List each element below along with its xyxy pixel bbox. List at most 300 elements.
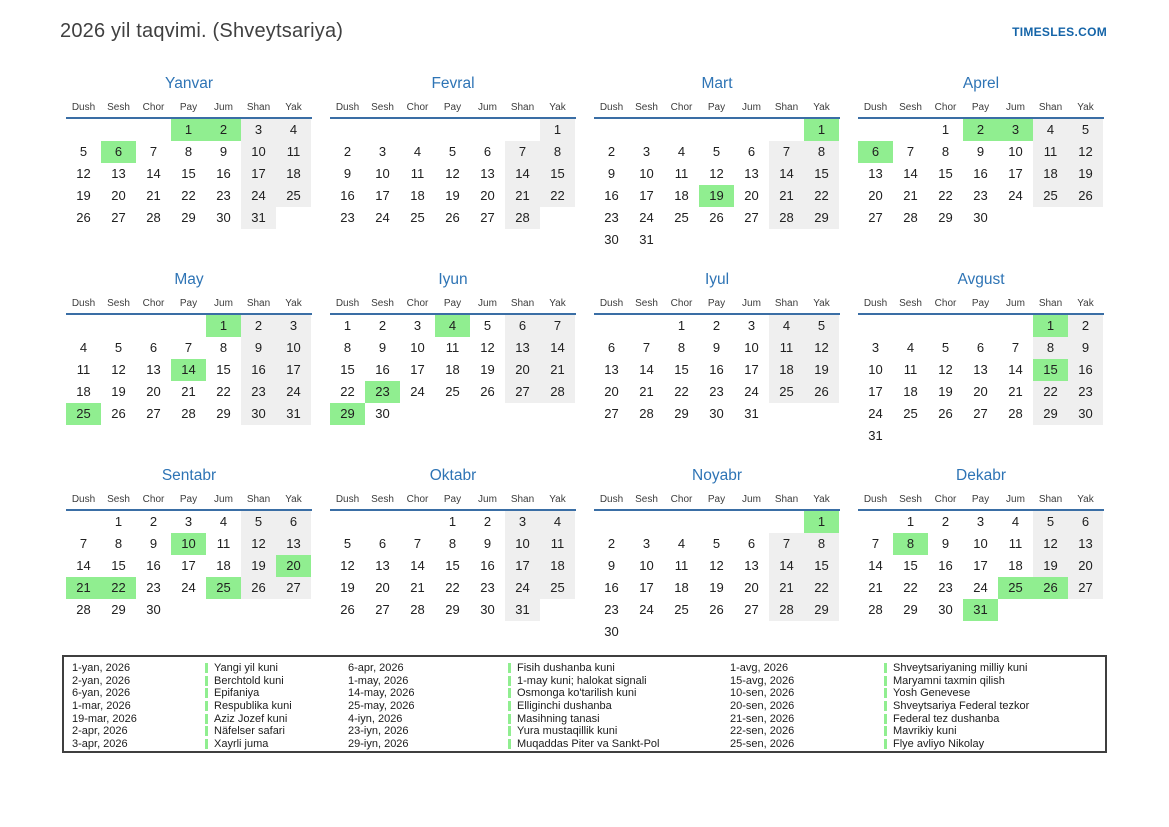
day-cell: 26: [241, 577, 276, 599]
day-cell: 17: [410, 362, 425, 377]
day-cell: 21: [903, 188, 918, 203]
week-row: [858, 119, 1104, 141]
day-cell: 12: [1068, 141, 1103, 163]
day-cell: 24: [744, 384, 759, 399]
legend-label: Yosh Genevese: [893, 687, 971, 700]
week-row: [858, 403, 1104, 425]
day-cell: 25: [445, 384, 460, 399]
empty-cell: [928, 315, 963, 337]
weekday-header-row: [330, 492, 576, 508]
empty-cell: [470, 403, 505, 425]
day-cell: 10: [639, 166, 654, 181]
empty-cell: [206, 599, 241, 621]
empty-cell: [629, 511, 664, 533]
day-cell: 22: [938, 188, 953, 203]
weekday-header: Shan: [1038, 102, 1063, 113]
day-cell: 16: [216, 166, 231, 181]
day-cell: 7: [769, 141, 804, 163]
day-cell: 14: [903, 166, 918, 181]
weekday-header: Jum: [478, 494, 497, 505]
legend-date: 1-yan, 2026: [72, 662, 131, 675]
day-cell: 24: [639, 602, 654, 617]
weekday-header: Yak: [285, 494, 302, 505]
day-cell: 21: [505, 185, 540, 207]
holiday-marker-icon: [508, 739, 511, 749]
legend-date: 2-apr, 2026: [72, 725, 128, 738]
week-row: [594, 555, 840, 577]
empty-cell: [1033, 599, 1068, 621]
day-cell: 3: [241, 119, 276, 141]
day-cell: 16: [1068, 359, 1103, 381]
day-cell: 11: [445, 340, 460, 355]
day-cell: 19: [445, 188, 460, 203]
day-cell: 24: [276, 381, 311, 403]
legend-label: Masihning tanasi: [517, 712, 600, 725]
day-cell: 6: [607, 340, 616, 355]
day-cell: 9: [219, 144, 228, 159]
day-cell: 1: [906, 514, 915, 529]
day-cell: 27: [146, 406, 161, 421]
day-cell: 22: [216, 384, 231, 399]
day-cell: 12: [709, 166, 724, 181]
weekday-header: Pay: [443, 102, 462, 113]
day-cell: 7: [906, 144, 915, 159]
day-cell: 18: [216, 558, 231, 573]
empty-cell: [664, 229, 699, 251]
day-cell: 19: [804, 359, 839, 381]
day-cell: 1: [448, 514, 457, 529]
day-cell: 15: [181, 166, 196, 181]
day-cell: 10: [973, 536, 988, 551]
day-cell: 24: [1008, 188, 1023, 203]
empty-cell: [664, 119, 699, 141]
holiday-marker-icon: [205, 739, 208, 749]
weekday-header: Chor: [142, 298, 165, 309]
day-cell: 27: [111, 210, 126, 225]
day-cell: 3: [998, 119, 1033, 141]
day-cell: 23: [480, 580, 495, 595]
day-cell: 2: [712, 318, 721, 333]
legend-item: [348, 675, 730, 688]
day-cell: 24: [639, 210, 654, 225]
empty-cell: [136, 315, 171, 337]
day-cell: 8: [448, 536, 457, 551]
month-title: Fevral: [431, 75, 475, 92]
weekday-header-row: [66, 296, 312, 312]
day-cell: 22: [445, 580, 460, 595]
week-row: [858, 381, 1104, 403]
month-fevral: [330, 73, 576, 269]
empty-cell: [365, 119, 400, 141]
day-cell: 20: [505, 359, 540, 381]
day-cell: 7: [413, 536, 422, 551]
day-cell: 5: [114, 340, 123, 355]
weekday-header: Jum: [478, 102, 497, 113]
legend-date: 20-sen, 2026: [730, 700, 795, 713]
day-cell: 19: [938, 384, 953, 399]
day-cell: 26: [1068, 185, 1103, 207]
day-cell: 9: [607, 558, 616, 573]
day-cell: 25: [276, 185, 311, 207]
week-row: [594, 511, 840, 533]
legend-date: 4-iyn, 2026: [348, 712, 403, 725]
day-cell: 14: [505, 163, 540, 185]
legend-label: Osmonga ko'tarilish kuni: [517, 687, 637, 700]
weekday-header-row: [594, 296, 840, 312]
legend-item: [348, 700, 730, 713]
month-title: Dekabr: [956, 467, 1006, 484]
month-iyul: [594, 269, 840, 465]
week-row: [858, 511, 1104, 533]
month-avgust: [858, 269, 1104, 465]
legend-date: 19-mar, 2026: [72, 712, 137, 725]
day-cell: 3: [276, 315, 311, 337]
week-row: [66, 207, 312, 229]
legend-label: Muqaddas Piter va Sankt-Pol: [517, 737, 660, 750]
week-row: [66, 315, 312, 337]
weekday-header: Pay: [443, 494, 462, 505]
month-yanvar: [66, 73, 312, 269]
day-cell: 11: [410, 166, 425, 181]
day-cell: 13: [868, 166, 883, 181]
day-cell: 13: [276, 533, 311, 555]
weekday-header: Shan: [246, 102, 271, 113]
day-cell: 14: [868, 558, 883, 573]
day-cell: 8: [343, 340, 352, 355]
week-row: [858, 337, 1104, 359]
empty-cell: [858, 511, 893, 533]
empty-cell: [664, 621, 699, 643]
weekday-header-row: [330, 100, 576, 116]
day-cell: 8: [540, 141, 575, 163]
empty-cell: [66, 315, 101, 337]
day-cell: 15: [445, 558, 460, 573]
day-cell: 10: [1008, 144, 1023, 159]
legend-item: [730, 725, 1105, 738]
day-cell: 25: [998, 577, 1033, 599]
month-title: Mart: [701, 75, 733, 92]
day-cell: 3: [871, 340, 880, 355]
day-cell: 20: [276, 555, 311, 577]
day-cell: 20: [604, 384, 619, 399]
week-row: [594, 403, 840, 425]
day-cell: 7: [642, 340, 651, 355]
weekday-header: Jum: [1006, 494, 1025, 505]
day-cell: 21: [66, 577, 101, 599]
legend-label: Shveytsariyaning milliy kuni: [893, 662, 1028, 675]
weekday-header-row: [858, 100, 1104, 116]
day-cell: 11: [540, 533, 575, 555]
empty-cell: [435, 403, 470, 425]
day-cell: 16: [938, 558, 953, 573]
weekday-header: Shan: [246, 494, 271, 505]
day-cell: 24: [181, 580, 196, 595]
weekday-header: Yak: [285, 102, 302, 113]
day-cell: 14: [76, 558, 91, 573]
day-cell: 8: [893, 533, 928, 555]
legend-item: [348, 738, 730, 751]
day-cell: 18: [445, 362, 460, 377]
day-cell: 3: [642, 536, 651, 551]
day-cell: 19: [340, 580, 355, 595]
day-cell: 21: [769, 577, 804, 599]
empty-cell: [664, 511, 699, 533]
day-cell: 25: [410, 210, 425, 225]
week-row: [330, 207, 576, 229]
day-cell: 2: [941, 514, 950, 529]
week-row: [330, 555, 576, 577]
weekday-header: Chor: [406, 298, 429, 309]
week-row: [594, 207, 840, 229]
legend-item: [730, 675, 1105, 688]
empty-cell: [858, 315, 893, 337]
holiday-marker-icon: [205, 688, 208, 698]
day-cell: 9: [712, 340, 721, 355]
weekday-header: Chor: [406, 102, 429, 113]
empty-cell: [699, 511, 734, 533]
day-cell: 5: [79, 144, 88, 159]
week-row: [858, 185, 1104, 207]
empty-cell: [101, 119, 136, 141]
holiday-marker-icon: [884, 701, 887, 711]
day-cell: 6: [483, 144, 492, 159]
weekday-header: Jum: [214, 102, 233, 113]
empty-cell: [769, 621, 804, 643]
day-cell: 13: [1068, 533, 1103, 555]
week-row: [330, 315, 576, 337]
week-row: [66, 381, 312, 403]
day-cell: 17: [505, 555, 540, 577]
day-cell: 7: [769, 533, 804, 555]
weekday-header: Dush: [335, 494, 360, 505]
day-cell: 16: [241, 359, 276, 381]
day-cell: 25: [66, 403, 101, 425]
day-cell: 2: [1068, 315, 1103, 337]
weekday-header: Sesh: [107, 494, 130, 505]
day-cell: 7: [871, 536, 880, 551]
legend-label: Fisih dushanba kuni: [517, 662, 615, 675]
legend-label: Berchtold kuni: [214, 674, 284, 687]
empty-cell: [171, 599, 206, 621]
legend-item: [72, 687, 348, 700]
legend-item: [730, 662, 1105, 675]
day-cell: 28: [903, 210, 918, 225]
weekday-header: Sesh: [107, 298, 130, 309]
empty-cell: [893, 119, 928, 141]
legend-item: [72, 738, 348, 751]
empty-cell: [1068, 425, 1103, 447]
day-cell: 22: [903, 580, 918, 595]
day-cell: 30: [709, 406, 724, 421]
weekday-header: Pay: [443, 298, 462, 309]
day-cell: 22: [1033, 381, 1068, 403]
day-cell: 17: [973, 558, 988, 573]
weekday-header: Shan: [774, 494, 799, 505]
day-cell: 1: [804, 511, 839, 533]
weekday-header: Jum: [742, 102, 761, 113]
holiday-marker-icon: [884, 714, 887, 724]
week-row: [594, 119, 840, 141]
legend-date: 22-sen, 2026: [730, 725, 795, 738]
day-cell: 25: [674, 602, 689, 617]
week-row: [594, 359, 840, 381]
day-cell: 6: [378, 536, 387, 551]
legend-label: Yura mustaqillik kuni: [517, 725, 618, 738]
day-cell: 5: [712, 536, 721, 551]
empty-cell: [171, 315, 206, 337]
day-cell: 22: [674, 384, 689, 399]
day-cell: 27: [744, 602, 759, 617]
legend-label: Federal tez dushanba: [893, 712, 1000, 725]
day-cell: 1: [941, 122, 950, 137]
day-cell: 31: [639, 232, 654, 247]
weekday-header: Chor: [406, 494, 429, 505]
day-cell: 5: [343, 536, 352, 551]
day-cell: 30: [375, 406, 390, 421]
weekday-header: Dush: [71, 298, 96, 309]
day-cell: 4: [677, 536, 686, 551]
day-cell: 3: [184, 514, 193, 529]
weekday-header: Pay: [971, 298, 990, 309]
legend-date: 1-mar, 2026: [72, 700, 131, 713]
empty-cell: [540, 403, 575, 425]
day-cell: 22: [804, 577, 839, 599]
empty-cell: [66, 511, 101, 533]
day-cell: 9: [378, 340, 387, 355]
legend-item: [72, 712, 348, 725]
day-cell: 5: [483, 318, 492, 333]
day-cell: 13: [744, 558, 759, 573]
day-cell: 30: [146, 602, 161, 617]
day-cell: 26: [804, 381, 839, 403]
day-cell: 3: [642, 144, 651, 159]
empty-cell: [998, 599, 1033, 621]
day-cell: 6: [149, 340, 158, 355]
day-cell: 31: [963, 599, 998, 621]
holiday-marker-icon: [205, 726, 208, 736]
weekday-header: Pay: [707, 102, 726, 113]
day-cell: 18: [1033, 163, 1068, 185]
day-cell: 13: [744, 166, 759, 181]
day-cell: 13: [375, 558, 390, 573]
weekday-header: Sesh: [899, 494, 922, 505]
day-cell: 12: [445, 166, 460, 181]
weekday-header-row: [858, 492, 1104, 508]
week-row: [66, 511, 312, 533]
day-cell: 10: [171, 533, 206, 555]
weekday-header: Yak: [549, 102, 566, 113]
weekday-header: Dush: [335, 298, 360, 309]
calendar-grid: [66, 73, 1104, 661]
day-cell: 27: [744, 210, 759, 225]
week-row: [594, 621, 840, 643]
day-cell: 17: [375, 188, 390, 203]
brand-link[interactable]: TIMESLES.COM: [1012, 25, 1107, 39]
empty-cell: [365, 511, 400, 533]
day-cell: 10: [375, 166, 390, 181]
weekday-header: Dush: [71, 102, 96, 113]
day-cell: 13: [146, 362, 161, 377]
weekday-header: Dush: [599, 298, 624, 309]
day-cell: 21: [769, 185, 804, 207]
day-cell: 23: [216, 188, 231, 203]
day-cell: 16: [973, 166, 988, 181]
day-cell: 2: [483, 514, 492, 529]
week-row: [594, 599, 840, 621]
legend-date: 15-avg, 2026: [730, 674, 795, 687]
day-cell: 12: [111, 362, 126, 377]
weekday-header: Sesh: [635, 102, 658, 113]
day-cell: 1: [540, 119, 575, 141]
holiday-marker-icon: [884, 726, 887, 736]
week-row: [858, 359, 1104, 381]
day-cell: 29: [111, 602, 126, 617]
day-cell: 11: [769, 337, 804, 359]
month-title: Oktabr: [429, 467, 477, 484]
day-cell: 28: [76, 602, 91, 617]
day-cell: 2: [963, 119, 998, 141]
day-cell: 18: [1008, 558, 1023, 573]
day-cell: 28: [146, 210, 161, 225]
weekday-header: Pay: [707, 298, 726, 309]
weekday-header: Jum: [1006, 102, 1025, 113]
weekday-header: Chor: [142, 494, 165, 505]
day-cell: 29: [938, 210, 953, 225]
legend-item: [348, 662, 730, 675]
legend-label: Xayrli juma: [214, 737, 269, 750]
legend-label: Aziz Jozef kuni: [214, 712, 288, 725]
weekday-header: Jum: [214, 298, 233, 309]
day-cell: 23: [146, 580, 161, 595]
day-cell: 12: [1033, 533, 1068, 555]
holiday-marker-icon: [205, 676, 208, 686]
day-cell: 6: [101, 141, 136, 163]
legend-label: Näfelser safari: [214, 725, 285, 738]
empty-cell: [769, 119, 804, 141]
holiday-legend: [62, 655, 1107, 753]
day-cell: 1: [677, 318, 686, 333]
empty-cell: [734, 621, 769, 643]
month-may: [66, 269, 312, 465]
day-cell: 3: [976, 514, 985, 529]
month-mart: [594, 73, 840, 269]
day-cell: 7: [149, 144, 158, 159]
month-title: Avgust: [957, 271, 1005, 288]
day-cell: 28: [769, 207, 804, 229]
legend-item: [72, 725, 348, 738]
day-cell: 8: [114, 536, 123, 551]
week-row: [66, 599, 312, 621]
week-row: [330, 381, 576, 403]
weekday-header: Chor: [142, 102, 165, 113]
day-cell: 14: [639, 362, 654, 377]
weekday-header: Chor: [670, 102, 693, 113]
day-cell: 18: [276, 163, 311, 185]
empty-cell: [629, 315, 664, 337]
day-cell: 30: [938, 602, 953, 617]
week-row: [594, 577, 840, 599]
day-cell: 10: [868, 362, 883, 377]
week-row: [858, 425, 1104, 447]
day-cell: 18: [76, 384, 91, 399]
day-cell: 12: [76, 166, 91, 181]
legend-label: Mavrikiy kuni: [893, 725, 957, 738]
day-cell: 7: [184, 340, 193, 355]
day-cell: 8: [677, 340, 686, 355]
day-cell: 20: [375, 580, 390, 595]
legend-date: 23-iyn, 2026: [348, 725, 409, 738]
day-cell: 17: [1008, 166, 1023, 181]
